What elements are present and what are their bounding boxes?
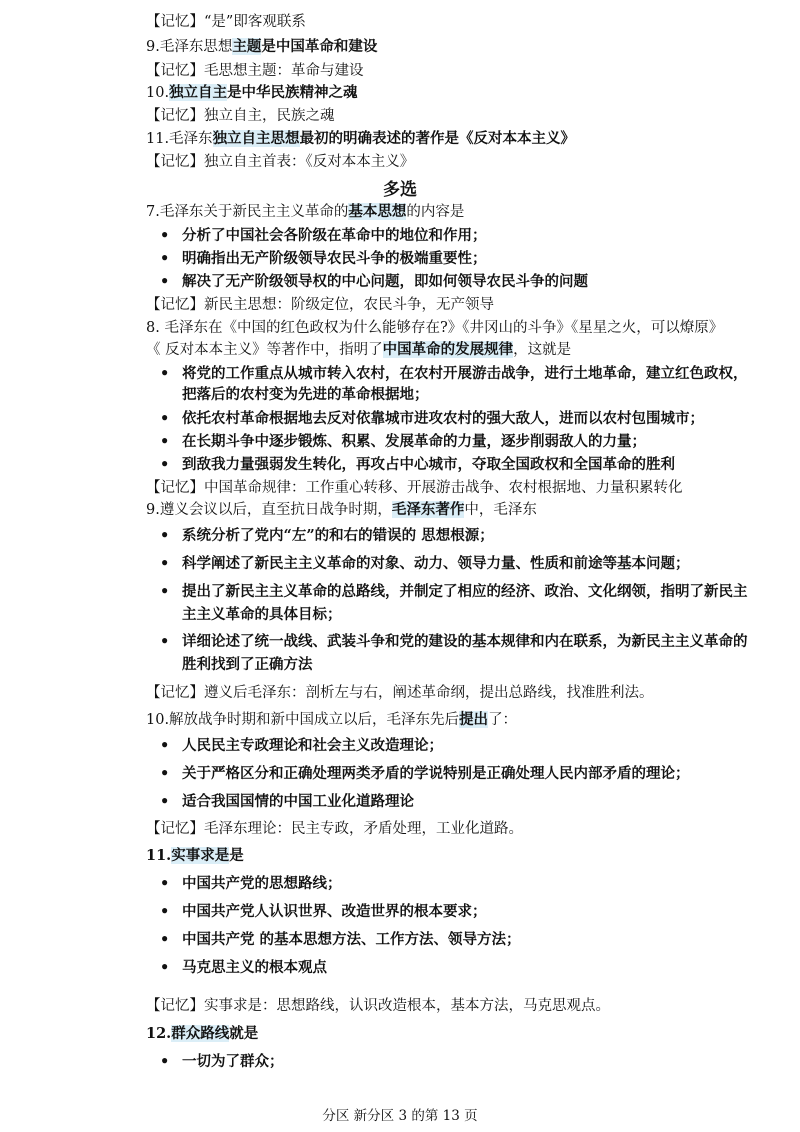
question-9: 9.毛泽东思想主题是中国革命和建设 — [146, 38, 378, 55]
question-8: 8. 毛泽东在《中国的红色政权为什么能够存在?》《井冈山的斗争》《星星之火，可以燎原》 — [146, 320, 724, 336]
list-item: • 中国共产党人认识世界、改造世界的根本要求； — [160, 903, 487, 920]
memo-line: 【记忆】新民主思想：阶级定位，农民斗争，无产领导 — [146, 297, 494, 313]
question-12-multi: 12.群众路线就是 — [146, 1025, 259, 1042]
memo-line: 【记忆】独立自主，民族之魂 — [146, 108, 335, 124]
list-item: • 中国共产党的思想路线； — [160, 875, 342, 892]
list-item-continuation: 胜利找到了正确方法 — [182, 656, 313, 673]
question-7: 7.毛泽东关于新民主主义革命的基本思想的内容是 — [146, 203, 465, 220]
list-item: • 解决了无产阶级领导权的中心问题，即如何领导农民斗争的问题 — [160, 273, 588, 290]
section-title: 多选 — [383, 180, 417, 200]
list-item: • 系统分析了党内“左”的和右的错误的 思想根源； — [160, 527, 494, 544]
list-item: • 人民民主专政理论和社会主义改造理论； — [160, 737, 443, 754]
question-8-line2: 《 反对本本主义》等著作中，指明了中国革命的发展规律，这就是 — [146, 341, 572, 358]
list-item: • 依托农村革命根据地去反对依靠城市进攻农村的强大敌人，进而以农村包围城市； — [160, 410, 704, 427]
list-item: • 马克思主义的根本观点 — [160, 959, 327, 976]
list-item: • 分析了中国社会各阶级在革命中的地位和作用； — [160, 227, 487, 244]
list-item: • 中国共产党 的基本思想方法、工作方法、领导方法； — [160, 931, 521, 948]
memo-line: 【记忆】中国革命规律：工作重心转移、开展游击战争、农村根据地、力量积累转化 — [146, 480, 683, 496]
list-item: • 一切为了群众； — [160, 1053, 284, 1070]
memo-line: 【记忆】“是”即客观联系 — [146, 14, 306, 30]
page-footer: 分区 新分区 3 的第 13 页 — [322, 1108, 478, 1124]
memo-line: 【记忆】独立自主首表：《反对本本主义》 — [146, 154, 415, 170]
list-item-continuation: 把落后的农村变为先进的革命根据地； — [182, 386, 429, 403]
list-item: • 到敌我力量强弱发生转化，再攻占中心城市，夺取全国政权和全国革命的胜利 — [160, 456, 675, 473]
memo-line: 【记忆】实事求是：思想路线，认识改造根本，基本方法，马克思观点。 — [146, 998, 610, 1014]
list-item-continuation: 主主义革命的具体目标； — [182, 606, 342, 623]
question-11-multi: 11.实事求是是 — [146, 847, 244, 864]
list-item: • 科学阐述了新民主主义革命的对象、动力、领导力量、性质和前途等基本问题； — [160, 555, 690, 572]
list-item: • 详细论述了统一战线、武装斗争和党的建设的基本规律和内在联系，为新民主主义革命的 — [160, 633, 748, 650]
question-11: 11.毛泽东独立自主思想最初的明确表述的著作是《反对本本主义》 — [146, 130, 576, 147]
memo-line: 【记忆】毛泽东理论：民主专政，矛盾处理，工业化道路。 — [146, 821, 523, 837]
question-9-multi: 9.遵义会议以后，直至抗日战争时期，毛泽东著作中，毛泽东 — [146, 501, 537, 518]
list-item: • 适合我国国情的中国工业化道路理论 — [160, 793, 414, 810]
list-item: • 提出了新民主主义革命的总路线，并制定了相应的经济、政治、文化纲领，指明了新民主 — [160, 583, 748, 600]
question-10: 10.独立自主是中华民族精神之魂 — [146, 84, 358, 101]
list-item: • 明确指出无产阶级领导农民斗争的极端重要性； — [160, 250, 487, 267]
list-item: • 关于严格区分和正确处理两类矛盾的学说特别是正确处理人民内部矛盾的理论； — [160, 765, 690, 782]
memo-line: 【记忆】遵义后毛泽东：剖析左与右，阐述革命纲，提出总路线，找准胜利法。 — [146, 685, 654, 701]
question-10-multi: 10.解放战争时期和新中国成立以后，毛泽东先后提出了： — [146, 711, 518, 728]
list-item: • 在长期斗争中逐步锻炼、积累、发展革命的力量，逐步削弱敌人的力量； — [160, 433, 646, 450]
list-item: • 将党的工作重点从城市转入农村，在农村开展游击战争，进行土地革命，建立红色政权， — [160, 365, 748, 382]
memo-line: 【记忆】毛思想主题：革命与建设 — [146, 63, 364, 79]
